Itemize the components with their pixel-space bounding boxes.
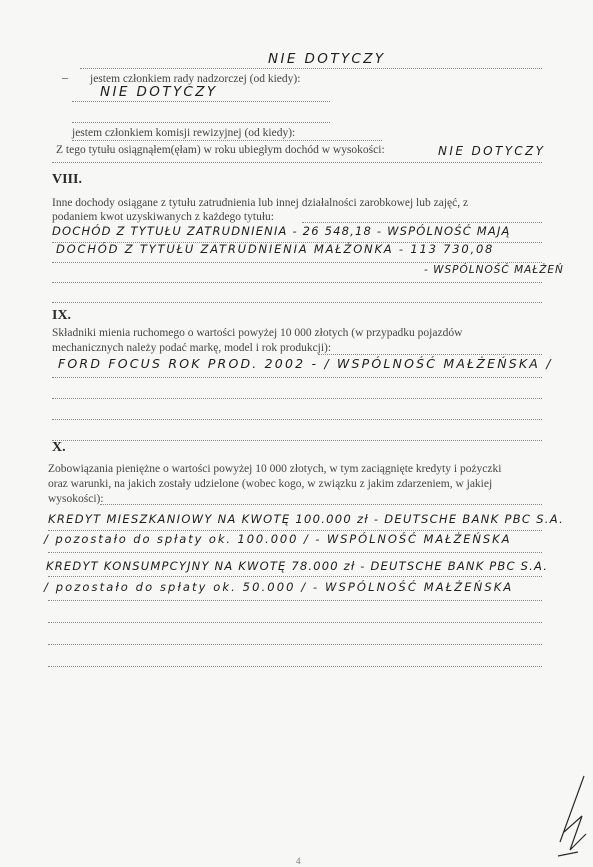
handwritten-nie-dotyczy: NIE DOTYCZY [100, 84, 218, 100]
dotted-line [52, 377, 542, 378]
dotted-line [48, 666, 542, 667]
handwritten-dochod-zatrudnienie: DOCHÓD Z TYTUŁU ZATRUDNIENIA - 26 548,18 - WSPÓLNOŚĆ MAJĄ [52, 224, 511, 238]
page-number: 4 [296, 856, 301, 866]
section-x-text: Zobowiązania pieniężne o wartości powyżej 10 000 złotych, w tym zaciągnięte kredyty i pożyczki [48, 463, 502, 475]
dotted-line [52, 398, 542, 399]
section-ix-text: mechanicznych należy podać markę, model i rok produkcji): [52, 342, 332, 354]
dotted-line [72, 122, 330, 123]
section-x-text: wysokości): [48, 493, 104, 505]
section-viii-text: podaniem kwot uzyskiwanych z każdego tytułu: [52, 211, 274, 223]
label-komisja-rewizyjna: jestem członkiem komisji rewizyjnej (od kiedy): [72, 127, 296, 139]
dotted-line [318, 354, 542, 355]
dotted-line [52, 419, 542, 420]
dotted-line [52, 262, 542, 263]
handwritten-pozostalo-do-splaty: / pozostało do spłaty ok. 50.000 / - WSPÓLNOŚĆ MAŁŻEŃSKA [44, 580, 514, 594]
dotted-line [100, 504, 542, 505]
handwritten-kredyt-konsumpcyjny: KREDYT KONSUMPCYJNY NA KWOTĘ 78.000 zł - DEUTSCHE BANK PBC S.A. [46, 559, 549, 573]
signature-mark [548, 772, 590, 860]
dotted-line [80, 68, 542, 69]
bullet-dash: – [62, 70, 68, 84]
dotted-line [52, 302, 542, 303]
label-dochod: Z tego tytułu osiągnąłem(ęłam) w roku ubiegłym dochód w wysokości: [56, 144, 385, 156]
dotted-line [52, 440, 542, 441]
section-heading-viii: VIII. [52, 172, 82, 187]
dotted-line [52, 162, 542, 163]
dotted-line [48, 644, 542, 645]
dotted-line [48, 622, 542, 623]
section-viii-text: Inne dochody osiągane z tytułu zatrudnienia lub innej działalności zarobkowej lub zajęć, z [52, 197, 469, 209]
handwritten-nie-dotyczy: NIE DOTYCZY [268, 51, 386, 67]
handwritten-dochod-malzonka: DOCHÓD Z TYTUŁU ZATRUDNIENIA MAŁŻONKA - 113 730,08 [56, 242, 495, 256]
dotted-line [48, 530, 542, 531]
handwritten-pozostalo-do-splaty: / pozostało do spłaty ok. 100.000 / - WSPÓLNOŚĆ MAŁŻEŃSKA [44, 532, 512, 546]
dotted-line [302, 222, 542, 223]
handwritten-wspolnosc: - WSPÓLNOŚĆ MAŁŻEŃ [424, 264, 564, 276]
dotted-line [72, 140, 382, 141]
dotted-line [72, 101, 330, 102]
dotted-line [52, 282, 542, 283]
label-rada-nadzorcza: jestem członkiem rady nadzorczej (od kiedy): [90, 73, 301, 85]
section-heading-ix: IX. [52, 308, 72, 323]
handwritten-kredyt-mieszkaniowy: KREDYT MIESZKANIOWY NA KWOTĘ 100.000 zł - DEUTSCHE BANK PBC S.A. [48, 512, 565, 526]
section-ix-text: Składniki mienia ruchomego o wartości powyżej 10 000 złotych (w przypadku pojazdów [52, 327, 463, 339]
section-x-text: oraz warunki, na jakich zostały udzielone (wobec kogo, w związku z jakim zdarzeniem, w jakiej [48, 478, 493, 490]
section-heading-x: X. [52, 440, 66, 455]
dotted-line [48, 600, 542, 601]
dotted-line [48, 576, 542, 577]
handwritten-ford-focus: FORD FOCUS ROK PROD. 2002 - / WSPÓLNOŚĆ MAŁŻEŃSKA / [58, 356, 553, 371]
dotted-line [48, 552, 542, 553]
handwritten-nie-dotyczy: NIE DOTYCZY [438, 144, 546, 158]
